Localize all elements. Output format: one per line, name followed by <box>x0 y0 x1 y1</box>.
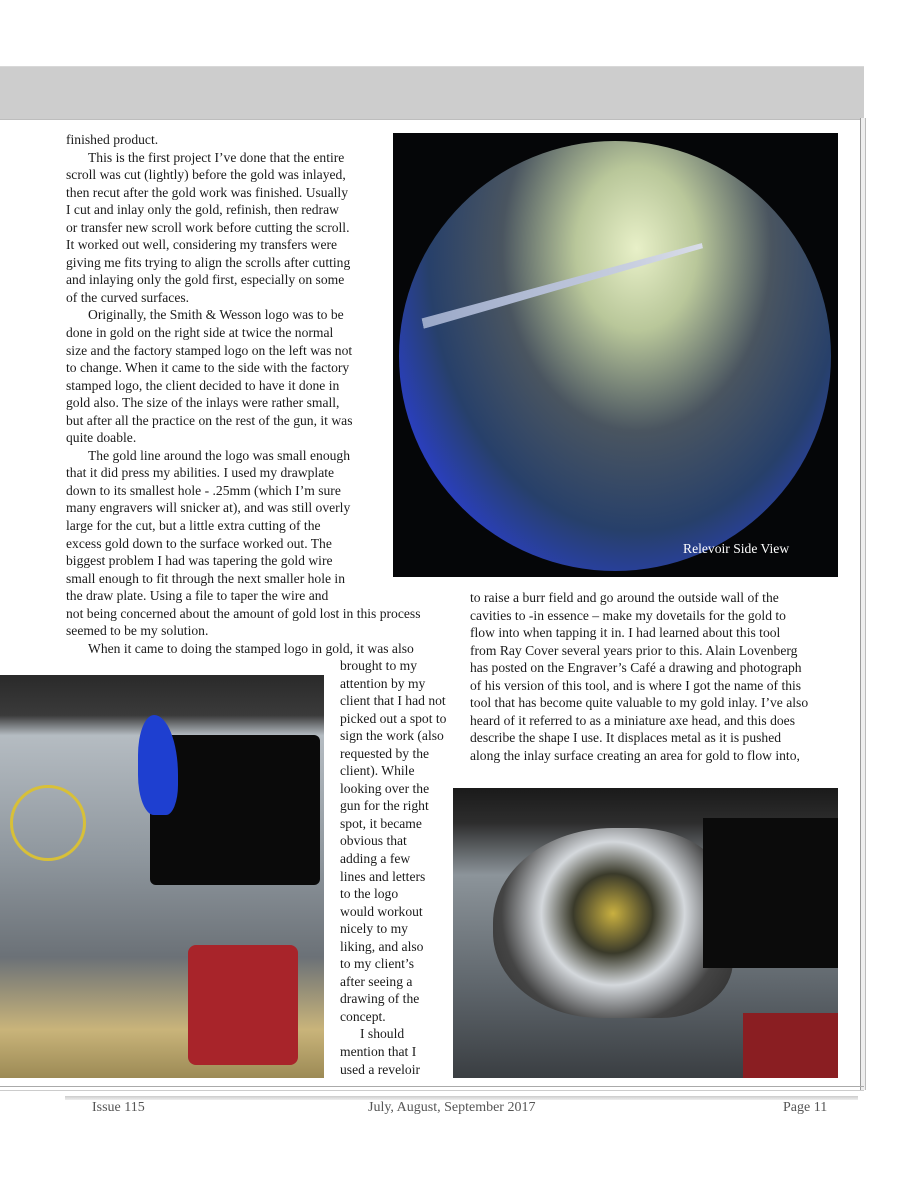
text-line: to raise a burr field and go around the outside wall of the <box>470 590 779 605</box>
text-line: cavities to -in essence – make my dovetails for the gold to <box>470 607 786 623</box>
text-line: tool that has become quite valuable to my gold inlay. I’ve also <box>470 695 809 711</box>
text-line: size and the factory stamped logo on the left was not <box>66 342 353 358</box>
page-border-right <box>860 118 866 1090</box>
text-line: requested by the <box>340 745 430 761</box>
text-line: that it did press my abilities. I used my drawplate <box>66 465 335 481</box>
text-line: When it came to doing the stamped logo in gold, it was also <box>88 640 414 656</box>
text-line: from Ray Cover several years prior to this. Alain Lovenberg <box>470 642 798 658</box>
text-line: small enough to fit through the next smaller hole in <box>66 570 345 586</box>
text-line: to the logo <box>340 886 399 902</box>
text-line: brought to my <box>340 658 418 673</box>
frame-window <box>703 818 838 968</box>
relevoir-side-view-photo <box>393 133 838 577</box>
red-block <box>743 1013 838 1078</box>
text-line: mention that I <box>340 1044 417 1060</box>
text-line: gun for the right <box>340 798 429 814</box>
text-line: of his version of this tool, and is where I got the name of this <box>470 677 802 693</box>
text-line: concept. <box>340 1008 386 1024</box>
footer-page-number: Page 11 <box>783 1100 828 1115</box>
text-line: excess gold down to the surface worked out. The <box>66 535 332 551</box>
text-line: biggest problem I had was tapering the gold wire <box>66 553 333 569</box>
text-line: Originally, the Smith & Wesson logo was to be <box>88 307 344 323</box>
text-line: picked out a spot to <box>340 710 447 726</box>
text-line: This is the first project I’ve done that the entire <box>88 149 345 165</box>
text-line: adding a few <box>340 851 411 867</box>
microscope-view <box>399 141 831 571</box>
engraved-revolver-photo <box>453 788 838 1078</box>
left-column-text <box>66 131 421 657</box>
text-line: scroll was cut (lightly) before the gold was inlayed, <box>66 167 346 183</box>
text-line: along the inlay surface creating an area for gold to flow into, <box>470 747 800 763</box>
text-line: seemed to be my solution. <box>66 623 209 639</box>
text-line: drawing of the <box>340 991 420 1007</box>
footer-date: July, August, September 2017 <box>368 1100 536 1115</box>
text-line: lines and letters <box>340 868 426 884</box>
text-line: then recut after the gold work was finished. Usually <box>66 184 348 200</box>
text-line: The gold line around the logo was small enough <box>88 447 351 463</box>
text-line: used a reveloir <box>340 1061 421 1077</box>
text-line: the draw plate. Using a file to taper the wire and <box>66 588 329 604</box>
text-line: describe the shape I use. It displaces metal as it is pushed <box>470 730 782 746</box>
text-line: sign the work (also <box>340 728 444 744</box>
stamped-logo-gold-inlay-photo <box>0 675 324 1078</box>
text-line: quite doable. <box>66 430 137 446</box>
text-line: giving me fits trying to align the scrolls after cutting <box>66 254 351 270</box>
text-line: finished product. <box>66 132 159 147</box>
text-line: stamped logo, the client decided to have it done in <box>66 377 340 393</box>
text-line: client that I had not <box>340 693 446 709</box>
photo-caption: Relevoir Side View <box>683 541 790 556</box>
text-line: and inlaying only the gold first, especially on some <box>66 272 345 288</box>
engraved-scroll <box>493 828 733 1018</box>
text-line: flow into when tapping it in. I had learned about this tool <box>470 625 781 641</box>
right-column-text <box>470 589 808 764</box>
header-banner <box>0 66 864 120</box>
text-line: It worked out well, considering my transfers were <box>66 237 338 253</box>
text-line: to my client’s <box>340 956 415 972</box>
text-line: but after all the practice on the rest of the gun, it was <box>66 412 353 428</box>
footer-issue: Issue 115 <box>92 1100 145 1115</box>
text-line: large for the cut, but a little extra cutting of the <box>66 518 321 534</box>
text-line: client). While <box>340 763 415 779</box>
text-line: would workout <box>340 903 423 919</box>
text-line: many engravers will snicker at), and was still overly <box>66 500 351 516</box>
page-border-bottom <box>0 1086 864 1091</box>
text-line: or transfer new scroll work before cutting the scroll. <box>66 219 350 235</box>
text-line: I cut and inlay only the gold, refinish, then redraw <box>66 202 339 218</box>
gold-logo <box>10 785 86 861</box>
text-line: attention by my <box>340 675 426 691</box>
text-line: I should <box>360 1026 405 1042</box>
text-line: looking over the <box>340 780 430 796</box>
text-line: heard of it referred to as a miniature axe head, and this does <box>470 712 795 728</box>
text-line: nicely to my <box>340 921 408 937</box>
text-line: liking, and also <box>340 938 424 954</box>
text-line: after seeing a <box>340 973 413 989</box>
red-block <box>188 945 298 1065</box>
text-line: has posted on the Engraver’s Café a drawing and photograph <box>470 660 802 676</box>
text-line: to change. When it came to the side with the factory <box>66 360 350 376</box>
text-line: down to its smallest hole - .25mm (which I’m sure <box>66 482 341 498</box>
text-line: gold also. The size of the inlays were rather small, <box>66 395 340 411</box>
text-line: not being concerned about the amount of gold lost in this process <box>66 605 421 621</box>
narrow-column-text <box>340 657 446 1078</box>
text-line: obvious that <box>340 833 407 849</box>
text-line: of the curved surfaces. <box>66 289 190 305</box>
text-line: spot, it became <box>340 815 422 831</box>
text-line: done in gold on the right side at twice the normal <box>66 325 334 341</box>
blue-putty <box>138 715 178 815</box>
